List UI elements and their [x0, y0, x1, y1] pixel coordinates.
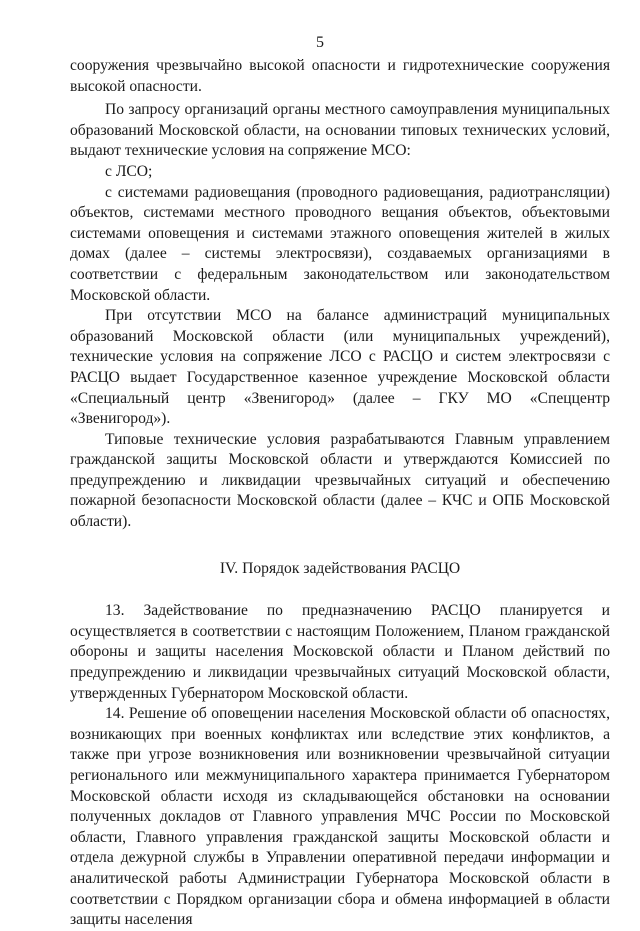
paragraph-lso: с ЛСО; [105, 162, 153, 180]
section-heading: IV. Порядок задействования РАСЦО [219, 559, 461, 577]
paragraph-absence-mso: При отсутствии МСО на балансе администраций муниципальных образований Московской области (или муниципальных учреждений), технические условия на сопряжение ЛСО с РАСЦО и систем электросвязи с РАСЦО выдает Государственное казенное учреждение Московской области «Специальный центр «Звенигород» (далее – ГКУ МО «Спеццентр «Звенигород»). [70, 307, 610, 428]
paragraph-broadcast-systems: с системами радиовещания (проводного радиовещания, радиотрансляции) объектов, системами местного проводного вещания объектов, объектовыми системами оповещения и системами этажного оповещения жителей в жилых домах (далее – системы электросвязи), создаваемых организациями в соответствии с федеральным законодательством или законодательством Московской области. [70, 183, 610, 304]
paragraph-typical-conditions: Типовые технические условия разрабатываются Главным управлением гражданской защиты Московской области и утверждаются Комиссией по предупреждению и ликвидации чрезвычайных ситуаций и обеспечению пожарной безопасности Московской области (далее – КЧС и ОПБ Московской области). [70, 430, 610, 531]
paragraph-tech-conditions: По запросу организаций органы местного самоуправления муниципальных образований Московской области, на основании типовых технических условий, выдают технические условия на сопряжение МСО: [70, 101, 610, 160]
page-number: 5 [316, 34, 324, 51]
list-item-14: 14. Решение об оповещении населения Московской области об опасностях, возникающих при военных конфликтах или вследствие этих конфликтов, а также при угрозе возникновения или возникновении чрезвычайной ситуации регионального или межмуниципального характера принимается Губернатором Московской области исходя из складывающейся обстановки на основании полученных докладов от Главного управления МЧС России по Московской области, Главного управления гражданской защиты Московской области и отдела дежурной службы в Управлении оперативной передачи информации и аналитической работы Администрации Губернатора Московской области в соответствии с Порядком организации сбора и обмена информацией в области защиты населения [70, 705, 610, 929]
list-item-13: 13. Задействование по предназначению РАСЦО планируется и осуществляется в соответствии с настоящим Положением, Планом гражданской обороны и защиты населения Московской области и Планом действий по предупреждению и ликвидации чрезвычайных ситуаций Московской области, утвержденных Губернатором Московской области. [70, 602, 610, 702]
paragraph-continuation: сооружения чрезвычайно высокой опасности и гидротехнические сооружения высокой опасности. [70, 57, 610, 95]
document-body [70, 56, 610, 931]
